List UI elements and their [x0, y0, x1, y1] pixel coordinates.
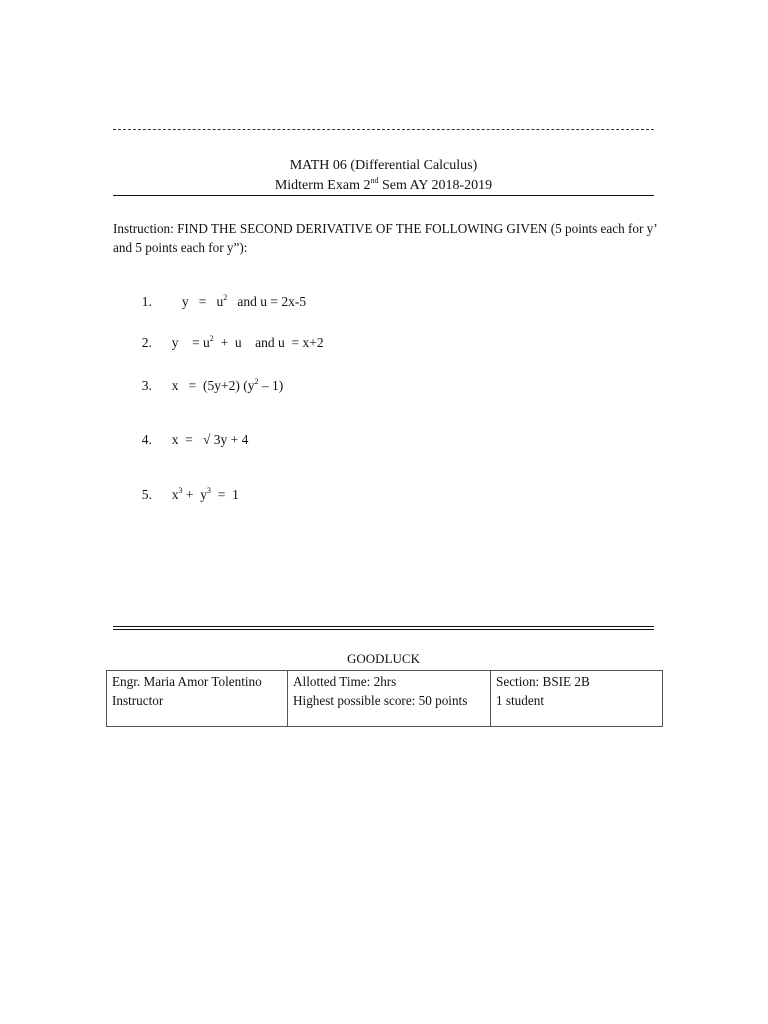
exam-subtitle-suffix: Sem AY 2018-2019: [378, 178, 493, 193]
exam-subtitle-ordinal: nd: [370, 176, 379, 185]
problem-text: + y: [182, 487, 207, 502]
section-cell: [491, 671, 663, 727]
problem-text: x: [171, 487, 179, 502]
goodluck-text: GOODLUCK: [347, 651, 420, 666]
exam-subtitle-prefix: Midterm Exam 2: [274, 178, 371, 193]
problem-number: 5.: [141, 487, 152, 502]
problem-number: 3.: [141, 378, 152, 393]
table-row: [107, 671, 663, 727]
time-score-cell: [288, 671, 491, 727]
footer-double-rule: [113, 626, 654, 630]
problem-text: + u and u = x+2: [213, 335, 324, 350]
exponent: 2: [223, 293, 228, 302]
problem-number: 4.: [141, 432, 152, 447]
instruction-text: Instruction: FIND THE SECOND DERIVATIVE OF THE FOLLOWING GIVEN (5 points each for y’ and 5 points each for y”):: [113, 221, 657, 255]
problem-text: and u = 2x-5: [227, 294, 307, 309]
top-dashed-rule: [113, 129, 654, 130]
problem-1: [135, 278, 306, 310]
problem-text: – 1): [258, 378, 284, 393]
problem-number: 1.: [141, 294, 152, 309]
section-label: Section: BSIE 2B: [496, 674, 590, 689]
allotted-time: Allotted Time: 2hrs: [293, 674, 397, 689]
exponent: 2: [209, 334, 214, 343]
problem-text: y = u: [171, 335, 210, 350]
problem-number: 2.: [141, 335, 152, 350]
exam-title-block: [113, 156, 654, 196]
instructor-role: Instructor: [112, 693, 164, 708]
exam-subtitle: [113, 176, 654, 196]
student-count: 1 student: [496, 693, 544, 708]
course-title: MATH 06 (Differential Calculus): [289, 158, 478, 173]
problem-2: [135, 319, 324, 351]
title-underline: [113, 195, 654, 196]
problem-5: [135, 471, 239, 503]
instructor-cell: [107, 671, 288, 727]
exponent: 3: [207, 486, 211, 495]
problem-text: y = u: [171, 294, 224, 309]
exponent: 2: [254, 377, 259, 386]
problem-text: = 1: [211, 487, 239, 502]
highest-score: Highest possible score: 50 points: [293, 693, 468, 708]
problem-text: x = √ 3y + 4: [171, 432, 249, 447]
problem-3: [135, 362, 283, 394]
problem-text: x = (5y+2) (y: [171, 378, 255, 393]
exponent: 3: [178, 486, 183, 495]
instructor-name: Engr. Maria Amor Tolentino: [112, 674, 262, 689]
exam-info-table: [106, 670, 663, 727]
problem-4: [135, 416, 248, 448]
